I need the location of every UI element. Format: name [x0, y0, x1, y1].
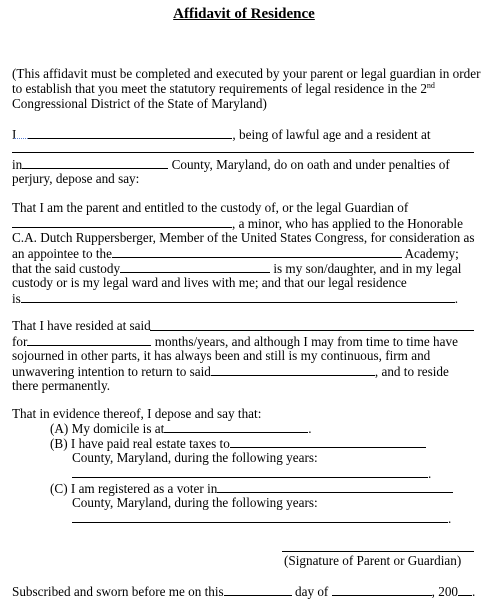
- pronoun-i: I: [12, 127, 17, 142]
- sworn-year-field[interactable]: [458, 583, 472, 596]
- legal-residence-field[interactable]: [21, 290, 455, 303]
- item-a-text: (A) My domicile is at: [50, 421, 165, 436]
- intro-line-1: (This affidavit must be completed and executed by your parent or legal guardian in order: [12, 66, 481, 81]
- item-c-line-3: [72, 510, 451, 526]
- intro-line-3: Congressional District of the State of Maryland): [12, 96, 267, 111]
- resided-at-field[interactable]: [150, 330, 474, 331]
- para3-line-4: [12, 363, 449, 379]
- para2-line-4-text: Academy;: [401, 246, 459, 261]
- para2-line-2: [12, 215, 463, 231]
- sworn-year-prefix: , 200: [431, 584, 458, 599]
- para2-line-4-pre: an appointee to the: [12, 246, 112, 261]
- para1-line-3: perjury, depose and say:: [12, 171, 140, 186]
- sworn-line: [12, 583, 475, 599]
- parent-name-field[interactable]: [28, 126, 232, 139]
- sworn-text: Subscribed and sworn before me on this: [12, 584, 224, 599]
- duration-field[interactable]: [27, 333, 151, 346]
- para3-line-1-pre: That I have resided at said: [12, 318, 151, 333]
- domicile-field[interactable]: [164, 420, 308, 433]
- academy-field[interactable]: [112, 245, 402, 258]
- residence-address-field[interactable]: [12, 152, 474, 153]
- item-c-end: .: [448, 511, 452, 526]
- para2-line-5: [12, 260, 461, 276]
- minor-name-field[interactable]: [12, 215, 232, 228]
- sworn-month-field[interactable]: [332, 583, 432, 596]
- para2-line-2-text: , a minor, who has applied to the Honorable: [232, 216, 463, 231]
- item-a-end: .: [308, 421, 312, 436]
- para2-line-5-text: is my son/daughter, and in my legal: [270, 261, 462, 276]
- intro-line-2: [12, 81, 435, 96]
- signature-line[interactable]: [282, 551, 474, 552]
- para2-line-4: [12, 245, 459, 261]
- para3-line-1: [12, 318, 151, 333]
- para2-line-7-pre: is: [12, 291, 21, 306]
- para3-line-2: [12, 333, 458, 349]
- item-b-end: .: [428, 466, 432, 481]
- item-b-line-2: County, Maryland, during the following years:: [72, 450, 318, 465]
- return-to-field[interactable]: [211, 363, 375, 376]
- county-field[interactable]: [22, 156, 168, 169]
- para1-line-2: [12, 156, 450, 172]
- para3-line-2-text: months/years, and although I may from time to time have: [151, 334, 458, 349]
- para1-line-1-text: , being of lawful age and a resident at: [232, 127, 431, 142]
- item-c-line-2: County, Maryland, during the following years:: [72, 495, 318, 510]
- para2-line-7: [12, 290, 458, 306]
- item-c-text: (C) I am registered as a voter in: [50, 481, 218, 496]
- para3-line-2-pre: for: [12, 334, 28, 349]
- taxes-county-field[interactable]: [230, 435, 426, 448]
- para3-line-3: sojourned in other parts, it has always been and still is my continuous, firm and: [12, 348, 431, 363]
- para3-line-4-text: , and to reside: [374, 364, 449, 379]
- signature-label: (Signature of Parent or Guardian): [284, 553, 462, 568]
- voter-years-field[interactable]: [72, 510, 448, 523]
- item-b-line: [50, 435, 426, 451]
- item-c-line: [50, 480, 453, 496]
- custody-name-field[interactable]: [120, 260, 270, 273]
- para2-line-7-text: .: [454, 291, 459, 306]
- document-title: Affidavit of Residence: [173, 6, 315, 22]
- para4-line-1: That in evidence thereof, I depose and say that:: [12, 406, 262, 421]
- ordinal-suffix: nd: [426, 81, 435, 90]
- para2-line-5-pre: that the said custody: [12, 261, 121, 276]
- intro-line-2-text: to establish that you meet the statutory requirements of legal residence in the 2: [12, 81, 427, 96]
- sworn-end: .: [472, 584, 476, 599]
- para3-line-4-pre: unwavering intention to return to said: [12, 364, 211, 379]
- para3-line-5: there permanently.: [12, 378, 111, 393]
- item-b-text: (B) I have paid real estate taxes to: [50, 436, 230, 451]
- item-a-line: [50, 420, 312, 436]
- para2-line-6: custody or is my legal ward and lives with me; and that our legal residence: [12, 275, 407, 290]
- sworn-day-field[interactable]: [224, 583, 292, 596]
- para1-line-2-pre: in: [12, 157, 23, 172]
- sworn-mid: day of: [291, 584, 332, 599]
- para2-line-1: That I am the parent and entitled to the custody of, or the legal Guardian of: [12, 200, 409, 215]
- taxes-years-field[interactable]: [72, 465, 428, 478]
- item-b-line-3: [72, 465, 431, 481]
- voter-county-field[interactable]: [217, 480, 453, 493]
- para1-line-1: [12, 126, 431, 142]
- text-cursor: [14, 126, 28, 139]
- para1-line-2-text: County, Maryland, do on oath and under penalties of: [168, 157, 450, 172]
- para2-line-3: C.A. Dutch Ruppersberger, Member of the United States Congress, for consideration as: [12, 230, 475, 245]
